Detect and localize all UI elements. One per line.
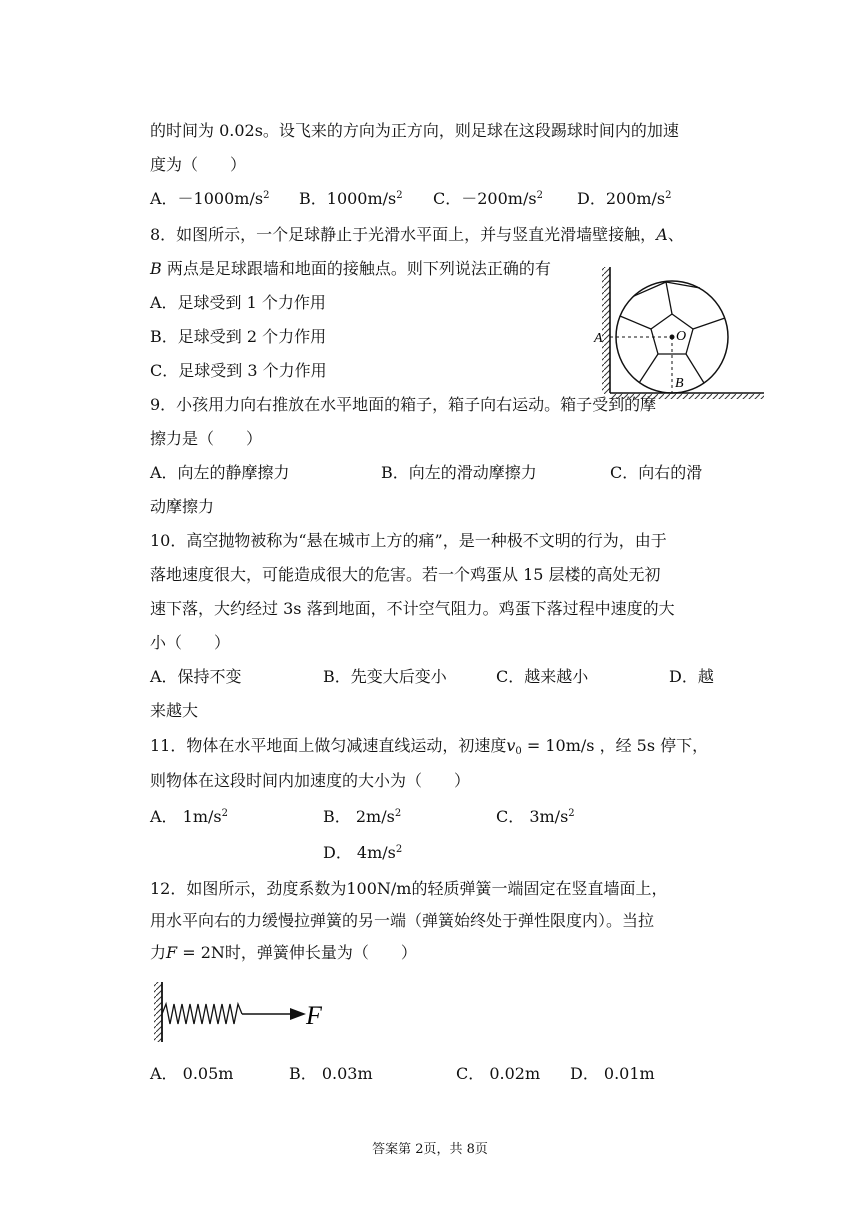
q12-line-1: 12．如图所示，劲度系数为100N/m的轻质弹簧一端固定在竖直墙面上， xyxy=(150,879,668,898)
q10-option-a: A．保持不变 xyxy=(150,667,242,686)
q7-line-1: 的时间为 0.02s。设飞来的方向为正方向，则足球在这段踢球时间内的加速 xyxy=(150,121,679,140)
q7-option-d: D．$200m/s^2$ xyxy=(577,189,672,208)
q10-option-c: C．越来越小 xyxy=(496,667,589,686)
q11-line-1: 11．物体在水平地面上做匀减速直线运动，初速度$v_0 = 10m/s$ ，经 5s 停下， xyxy=(150,736,709,757)
q11-line-2: 则物体在这段时间内加速度的大小为（ ） xyxy=(150,771,471,790)
q8-line-2: B 两点是足球跟墙和地面的接触点。则下列说法正确的有 xyxy=(150,259,551,278)
q10-line-1: 10．高空抛物被称为“悬在城市上方的痛”，是一种极不文明的行为，由于 xyxy=(150,531,667,550)
q10-option-b: B．先变大后变小 xyxy=(323,667,447,686)
q9-line-2: 擦力是（ ） xyxy=(150,429,263,448)
q11-option-c: C． $3m/s^2$ xyxy=(496,807,575,826)
q7-option-a: A．$-1000m/s^2$ xyxy=(150,189,270,208)
q9-line-cont: 动摩擦力 xyxy=(150,497,215,516)
q8-option-a: A．足球受到 1 个力作用 xyxy=(150,293,326,312)
q10-option-d: D．越 xyxy=(669,667,714,686)
q12-line-2: 用水平向右的力缓慢拉弹簧的另一端（弹簧始终处于弹性限度内）。当拉 xyxy=(150,911,655,930)
q9-option-a: A．向左的静摩擦力 xyxy=(150,463,290,482)
q12-option-d: D． 0.01m xyxy=(570,1064,655,1083)
q7-line-2: 度为（ ） xyxy=(150,155,247,174)
q7-option-b: B．$1000m/s^2$ xyxy=(299,189,403,208)
q10-line-3: 速下落，大约经过 3s 落到地面，不计空气阻力。鸡蛋下落过程中速度的大 xyxy=(150,599,675,618)
label-o: O xyxy=(676,329,687,344)
q8-option-c: C．足球受到 3 个力作用 xyxy=(150,361,327,380)
q7-option-c: C．$-200m/s^2$ xyxy=(433,189,543,208)
page-footer: 答案第 2页，共 8页 xyxy=(372,1142,488,1157)
q10-line-cont: 来越大 xyxy=(150,701,199,720)
q11-option-d: D． $4m/s^2$ xyxy=(323,843,403,862)
q12-option-a: A． 0.05m xyxy=(150,1064,234,1083)
q10-line-2: 落地速度很大，可能造成很大的危害。若一个鸡蛋从 15 层楼的高处无初 xyxy=(150,565,661,584)
q11-option-b: B． $2m/s^2$ xyxy=(323,807,402,826)
q12-option-b: B． 0.03m xyxy=(289,1064,373,1083)
force-label: F xyxy=(306,1001,322,1030)
q12-line-3: 力F = 2N时，弹簧伸长量为（ ） xyxy=(150,943,417,962)
football-figure xyxy=(592,262,772,407)
q12-option-c: C． 0.02m xyxy=(456,1064,541,1083)
q10-line-4: 小（ ） xyxy=(150,633,231,652)
q9-option-c: C．向右的滑 xyxy=(610,463,703,482)
label-b: B xyxy=(675,376,684,391)
q8-line-1: 8．如图所示，一个足球静止于光滑水平面上，并与竖直光滑墙壁接触，A、 xyxy=(150,225,684,244)
spring-figure xyxy=(150,978,340,1048)
label-a: A xyxy=(594,331,603,346)
q11-option-a: A． $1m/s^2$ xyxy=(150,807,228,826)
q9-line-1: 9．小孩用力向右推放在水平地面的箱子，箱子向右运动。箱子受到的摩 xyxy=(150,395,657,414)
q9-option-b: B．向左的滑动摩擦力 xyxy=(381,463,537,482)
q8-option-b: B．足球受到 2 个力作用 xyxy=(150,327,327,346)
